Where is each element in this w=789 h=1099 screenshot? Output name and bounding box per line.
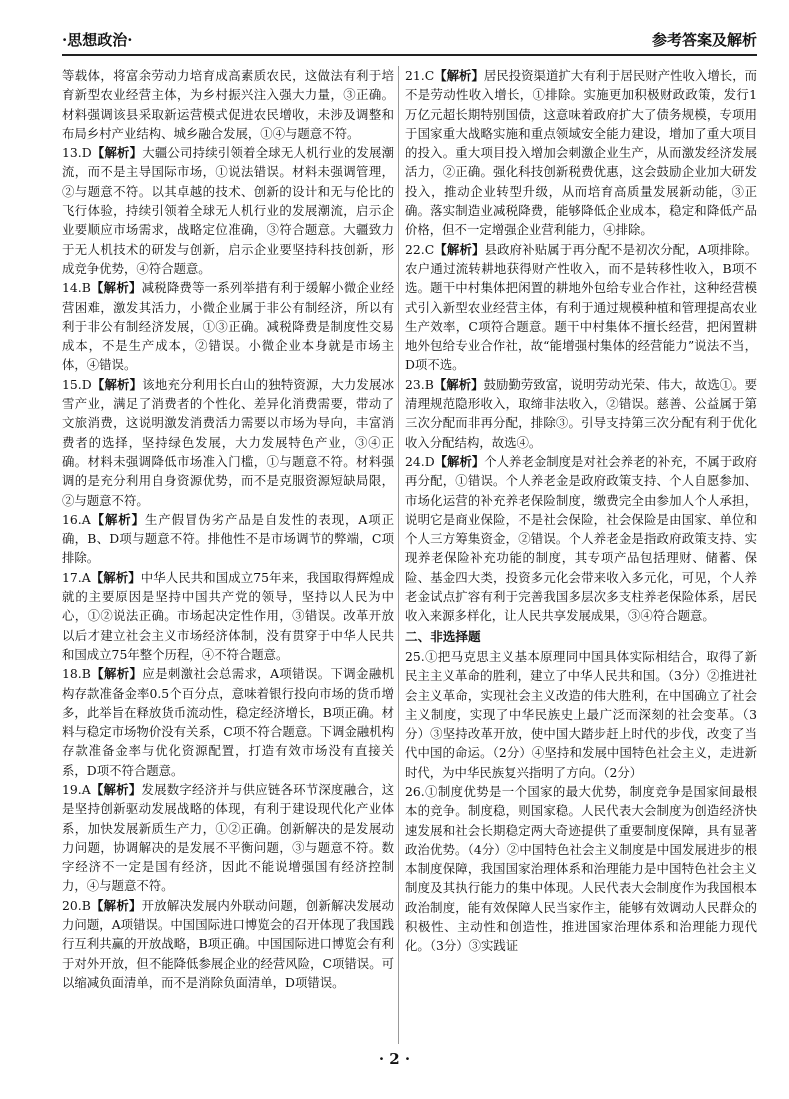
answer-item	[62, 896, 394, 992]
left-column	[62, 66, 394, 1044]
analysis-tag: 【解析】	[434, 453, 485, 469]
answer-text: 居民投资渠道扩大有利于居民财产性收入增长，而不是劳动性收入增长，①排除。实施更加积极财政政策，发行1万亿元超长期特别国债，这意味着政府扩大了债务规模，专项用于国家重大战略实施和重点领域安全能力建设，增加了重大项目的投入。重大项目投入增加会刺激企业生产，从而激发经济发展活力，②正确。强化科技创新税费优惠，这会鼓励企业加大研发投入，推动企业转型升级，从而培育高质量发展新动能，③正确。落实制造业减税降费，能够降低企业成本，稳定和降低产品价格，但不一定增强企业营利能力，④排除。	[405, 68, 757, 238]
answer-text: ①制度优势是一个国家的最大优势，制度竞争是国家间最根本的竞争。制度稳，则国家稳。人民代表大会制度为创造经济快速发展和社会长期稳定两大奇迹提供了重要制度保障，具有显著政治优势。（4分）②中国特色社会主义制度是中国发展进步的根本制度保障，我国国家治理体系和治理能力是中国特色社会主义制度及其执行能力的集中体现。人民代表大会制度作为我国根本政治制度，能有效保障人民当家作主，能够有效调动人民群众的积极性、主动性和创造性，推进国家治理体系和治理能力现代化。（3分）③实践证	[405, 783, 757, 954]
answer-text: 生产假冒伪劣产品是自发性的表现，A项正确，B、D项与题意不符。排他性不是市场调节的弊端，C项排除。	[62, 511, 394, 566]
question-number: 22.C	[405, 241, 435, 257]
question-number: 25.	[405, 648, 425, 664]
analysis-tag: 【解析】	[91, 145, 143, 161]
answer-item	[62, 664, 394, 780]
answer-text: 发展数字经济并与供应链各环节深度融合，这是坚持创新驱动发展战略的体现，有利于建设现代化产业体系，加快发展新质生产力，①②正确。创新解决的是发展动力问题，协调解决的是发展不平衡问题，③与题意不符。数字经济不一定是国有经济，因此不能说增强国有经济控制力，④与题意不符。	[62, 781, 394, 894]
answer-text: 该地充分利用长白山的独特资源，大力发展冰雪产业，满足了消费者的个性化、差异化消费需要，带动了文旅消费，这说明激发消费活力需要以市场为导向，丰富消费者的选择，坚持绿色发展，大力发展特色产业，③④正确。材料未强调降低市场准入门槛，①与题意不符。材料强调的是充分利用自身资源优势，而不是克服资源短缺局限，②与题意不符。	[62, 376, 394, 508]
answer-item	[62, 780, 394, 896]
question-number: 17.A	[62, 569, 91, 585]
subject-label: ·思想政治·	[62, 31, 133, 49]
answer-item	[62, 143, 394, 278]
answer-text: 减税降费等一系列举措有利于缓解小微企业经营困难，激发其活力，小微企业属于非公有制经济，所以有利于非公有制经济发展，①③正确。减税降费是制度性交易成本，不是生产成本，②错误。小微企业本身就是市场主体，④错误。	[62, 280, 394, 373]
question-number: 14.B	[62, 280, 91, 296]
section-title: 二、非选择题	[405, 628, 481, 644]
analysis-tag: 【解析】	[434, 241, 485, 257]
answer-item	[405, 66, 757, 240]
question-number: 18.B	[62, 666, 91, 682]
answer-text: 应是刺激社会总需求，A项错误。下调金融机构存款准备金率0.5个百分点，意味着银行投向市场的货币增多，此举旨在释放货币流动性，稳定经济增长，B项正确。材料与稳定市场物价没有关系，C项不符合题意。下调金融机构存款准备金率与优化资源配置，打造有效市场没有直接关系，D项不符合题意。	[62, 666, 394, 778]
answer-text: 等载体，将富余劳动力培育成高素质农民，这做法有利于培育新型农业经营主体，为乡村振兴注入强大力量，③正确。材料强调该县采取新运营模式促进农民增收，未涉及调整和布局乡村产业结构、城乡融合发展，①④与题意不符。	[62, 68, 394, 141]
analysis-tag: 【解析】	[90, 280, 142, 296]
answer-item	[405, 782, 757, 956]
answer-item	[405, 647, 757, 782]
answer-item	[62, 278, 394, 374]
answer-item	[62, 510, 394, 568]
analysis-tag: 【解析】	[90, 569, 141, 585]
answer-text: 鼓励勤劳致富，说明劳动光荣、伟大，故选①。要清理规范隐形收入，取缔非法收入，②错误。慈善、公益属于第三次分配而非再分配，排除③。引导支持第三次分配有利于优化收入分配结构，故选④。	[405, 376, 757, 450]
analysis-tag: 【解析】	[90, 781, 142, 797]
analysis-tag: 【解析】	[433, 376, 484, 392]
right-column	[405, 66, 757, 1044]
question-number: 23.B	[405, 376, 434, 392]
analysis-tag: 【解析】	[91, 376, 143, 392]
question-number: 20.B	[62, 897, 91, 913]
answer-text: 个人养老金制度是对社会养老的补充，不属于政府再分配，①错误。个人养老金是政府政策支持、个人自愿参加、市场化运营的补充养老保险制度，缴费完全由参加人个人承担，说明它是商业保险，不是社会保险，社会保险是由国家、单位和个人三方筹集资金，②错误。个人养老金是指政府政策支持、实现养老保险补充功能的制度，其专项产品包括理财、储蓄、保险、基金四大类，投资多元化会带来收入多元化，可见，个人养老金试点扩容有利于完善我国多层次多支柱养老保险体系，居民收入来源多样化，让人民共享发展成果，③④符合题意。	[405, 453, 757, 624]
answer-item	[62, 375, 394, 510]
answer-text: 大疆公司持续引领着全球无人机行业的发展潮流，而不是主导国际市场，①说法错误。材料未强调管理，②与题意不符。以其卓越的技术、创新的设计和无与伦比的飞行体验，持续引领着全球无人机行业的发展潮流，启示企业要顺应市场需求，战略定位准确，③符合题意。大疆致力于无人机技术的研发与创新，启示企业要坚持科技创新，形成竞争优势，④符合题意。	[62, 145, 394, 276]
page-header	[62, 20, 757, 56]
analysis-tag: 【解析】	[434, 68, 484, 83]
analysis-tag: 【解析】	[90, 897, 142, 913]
question-number: 19.A	[62, 781, 91, 797]
question-number: 24.D	[405, 453, 435, 469]
answer-text: 县政府补贴属于再分配不是初次分配，A项排除。农户通过流转耕地获得财产性收入，而不是转移性收入，B项不选。题干中村集体把闲置的耕地外包给专业合作社，这种经营模式引入新型农业经营主体，有利于通过规模种植和管理提高农业生产效率，C项符合题意。题干中村集体不擅长经营，把闲置耕地外包给专业合作社，故“能增强村集体的经营能力”说法不当，D项不选。	[405, 241, 757, 373]
analysis-tag: 【解析】	[90, 511, 145, 527]
question-number: 21.C	[405, 68, 435, 83]
page-number: · 2 ·	[378, 1050, 411, 1068]
question-number: 16.A	[62, 511, 91, 527]
answer-text: ①把马克思主义基本原理同中国具体实际相结合，取得了新民主主义革命的胜利，建立了中华人民共和国。（3分）②推进社会主义革命，实现社会主义改造的伟大胜利，在中国确立了社会主义制度，实现了中华民族史上最广泛而深刻的社会变革。（3分）③坚持改革开放，使中国大踏步赶上时代的步伐，改变了当代中国的命运。（2分）④坚持和发展中国特色社会主义，走进新时代，为中华民族复兴指明了方向。（2分）	[405, 648, 757, 780]
header-title: 参考答案及解析	[651, 31, 757, 49]
answer-item	[405, 375, 757, 452]
question-number: 15.D	[62, 376, 92, 392]
answer-text: 中华人民共和国成立75年来，我国取得辉煌成就的主要原因是坚持中国共产党的领导，坚持以人民为中心，①②说法正确。市场起决定性作用，③错误。改革开放以后才建立社会主义市场经济体制，没有贯穿于中华人民共和国成立75年整个历程，④不符合题意。	[62, 569, 394, 662]
answer-item	[62, 66, 394, 143]
analysis-tag: 【解析】	[90, 666, 143, 682]
answer-text: 开放解决发展内外联动问题，创新解决发展动力问题，A项错误。中国国际进口博览会的召开体现了我国践行互利共赢的开放战略，B项正确。中国国际进口博览会有利于对外开放，但不能降低参展企业的经营风险，C项错误。可以缩减负面清单，而不是消除负面清单，D项错误。	[62, 897, 394, 990]
answer-item	[62, 568, 394, 664]
answer-item	[405, 452, 757, 626]
question-number: 13.D	[62, 145, 92, 161]
column-divider	[398, 66, 399, 1044]
answer-item	[405, 240, 757, 375]
question-number: 26.	[405, 783, 425, 799]
